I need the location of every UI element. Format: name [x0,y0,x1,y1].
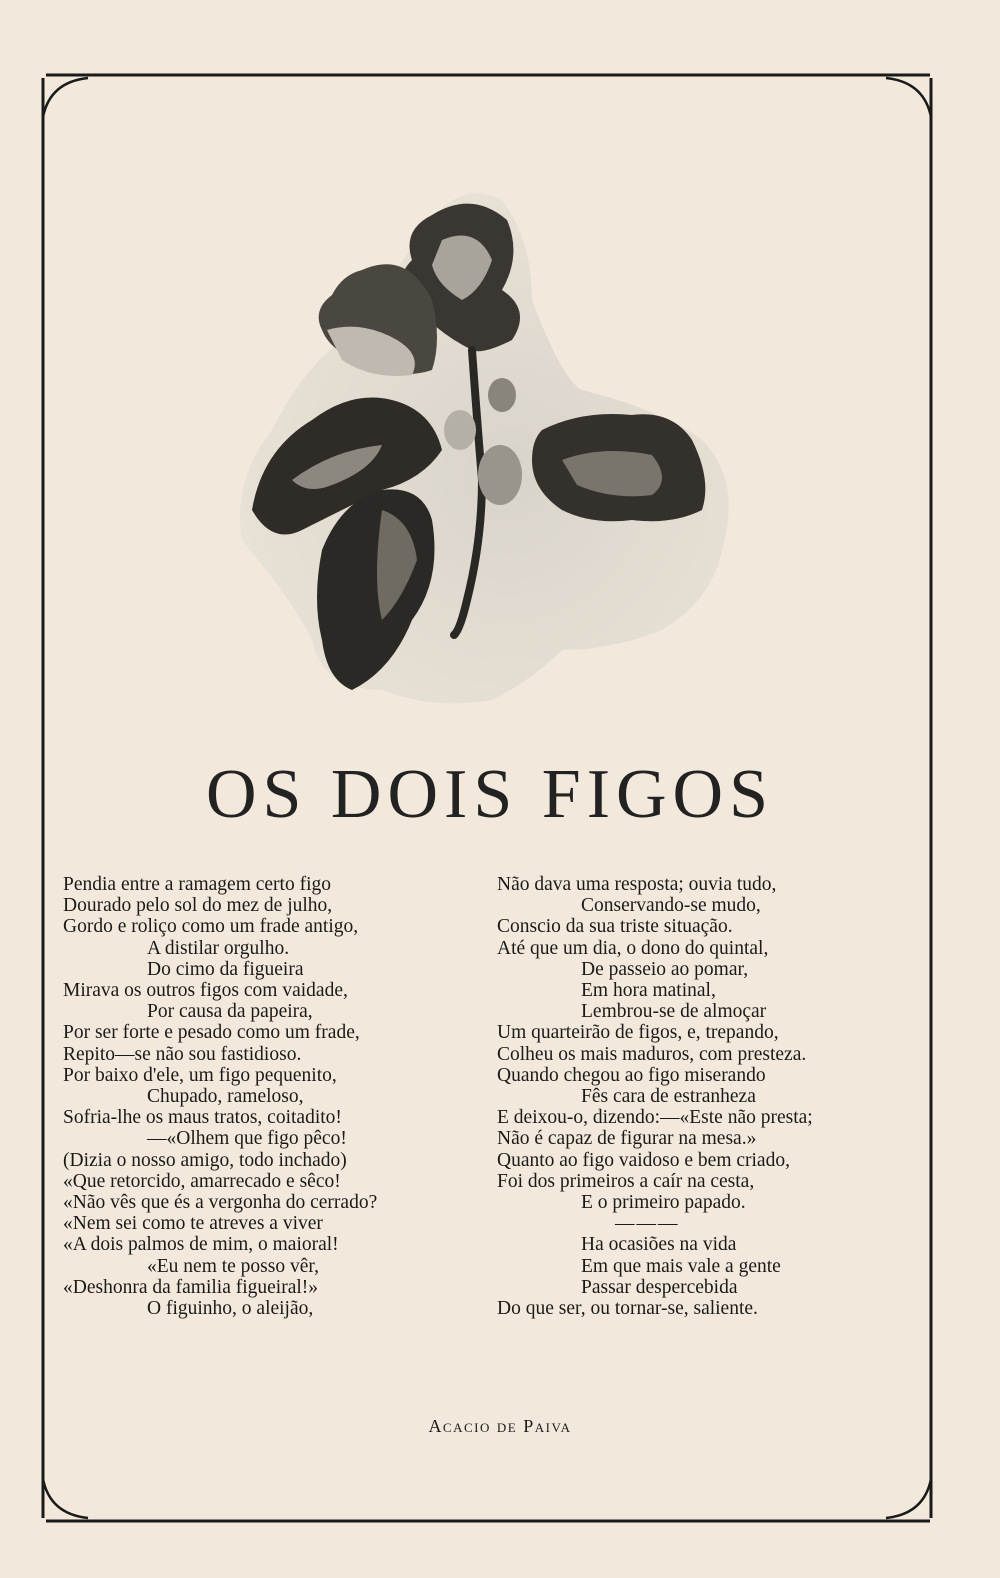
poem-line: «Deshonra da familia figueiral!» [63,1276,319,1298]
poem-line: Lembrou-se de almoçar [581,1001,767,1023]
poem-left-column [63,874,483,1319]
poem-line: Pendia entre a ramagem certo figo [63,874,332,895]
poem-line: E o primeiro papado. [581,1192,746,1214]
poem-line: «Não vês que és a vergonha do cerrado? [63,1192,378,1214]
poem-line: Passar despercebida [581,1276,738,1298]
poem-line: Por baixo d'ele, um figo pequenito, [63,1064,337,1086]
poem-line: Mirava os outros figos com vaidade, [63,980,348,1002]
poem-coda [497,1234,917,1319]
poem-line: Repito—se não sou fastidioso. [63,1043,302,1065]
poem-right-stanza [497,874,917,1213]
poem-line: «Que retorcido, amarrecado e sêco! [63,1170,341,1192]
poem-line: «Eu nem te posso vêr, [147,1255,319,1277]
poem-line: Colheu os mais maduros, com presteza. [497,1043,807,1065]
poem-line: Conservando-se mudo, [581,895,761,917]
poem-line: —«Olhem que figo pêco! [147,1128,347,1150]
poem-line: Por ser forte e pesado como um frade, [63,1022,360,1044]
poem-line: Quanto ao figo vaidoso e bem criado, [497,1149,790,1171]
poem-line: De passeio ao pomar, [581,958,749,980]
poem-line: «Nem sei como te atreves a viver [63,1213,323,1235]
poem-line: Chupado, rameloso, [147,1086,304,1108]
poem-line: Foi dos primeiros a caír na cesta, [497,1170,755,1192]
poem-title: OS DOIS FIGOS [205,756,775,833]
poem-line: Em hora matinal, [581,980,716,1002]
poem-line: Por causa da papeira, [147,1001,313,1023]
poem-line: Dourado pelo sol do mez de julho, [63,895,333,917]
poem-line: Quando chegou ao figo miserando [497,1064,766,1086]
poem-line: Gordo e roliço como um frade antigo, [63,916,359,938]
poem-line: Até que um dia, o dono do quintal, [497,937,769,959]
poem-line: Não é capaz de figurar na mesa.» [497,1128,757,1150]
poem-line: Um quarteirão de figos, e, trepando, [497,1022,779,1044]
poem-line: Não dava uma resposta; ouvia tudo, [497,874,777,895]
author-signature: Acacio de Paiva [428,1416,572,1436]
poem-line: Do cimo da figueira [147,958,304,980]
poem-line: A distilar orgulho. [147,937,290,959]
poem-line: «A dois palmos de mim, o maioral! [63,1234,339,1256]
poem-line: Fês cara de estranheza [581,1086,756,1108]
poem-line: Sofria-lhe os maus tratos, coitadito! [63,1107,342,1129]
poem-line: (Dizia o nosso amigo, todo inchado) [63,1149,347,1171]
poem-line: O figuinho, o aleijão, [147,1298,314,1320]
poem-line: Conscio da sua triste situação. [497,916,733,938]
poem-line: Do que ser, ou tornar-se, saliente. [497,1298,758,1320]
stanza-separator: ——— [615,1213,680,1235]
fig-leaf-illustration [232,180,742,710]
poem-right-column [497,874,917,1319]
poem-line: Ha ocasiões na vida [581,1234,737,1256]
poem-line: E deixou-o, dizendo:—«Este não presta; [497,1107,813,1129]
poem-line: Em que mais vale a gente [581,1255,781,1277]
